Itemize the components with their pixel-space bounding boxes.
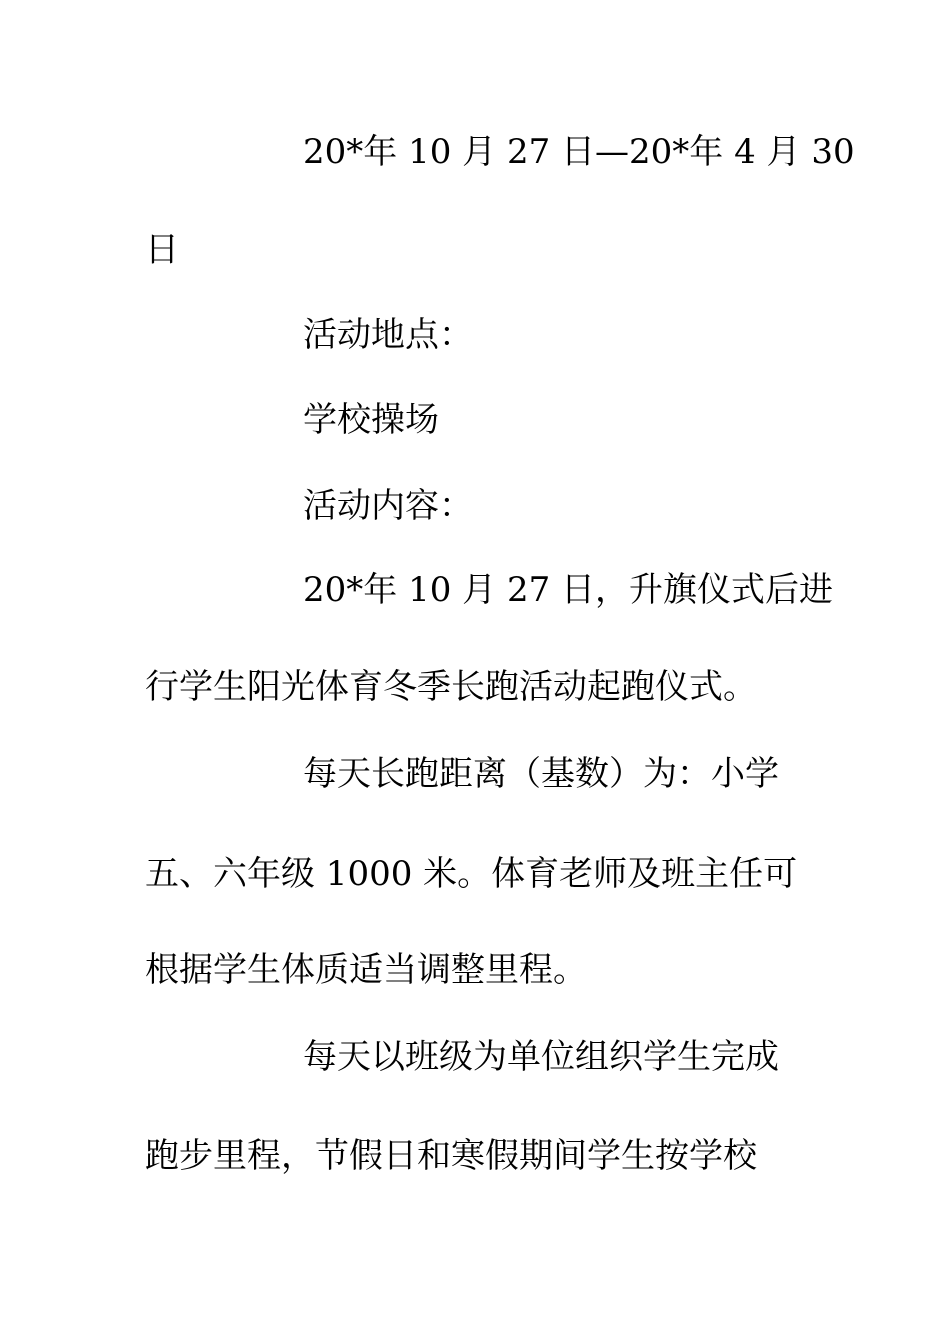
paragraph-line: 每天以班级为单位组织学生完成	[303, 1037, 779, 1077]
paragraph-line: 20*年 10 月 27 日，升旗仪式后进	[303, 570, 834, 610]
activity-content-heading: 活动内容：	[303, 486, 473, 526]
paragraph-line: 每天长跑距离（基数）为：小学	[303, 754, 779, 794]
activity-period-line: 20*年 10 月 27 日—20*年 4 月 30	[303, 132, 855, 172]
activity-location-text: 学校操场	[303, 400, 439, 440]
paragraph-line: 五、六年级 1000 米。体育老师及班主任可	[145, 854, 798, 894]
paragraph-line: 行学生阳光体育冬季长跑活动起跑仪式。	[145, 667, 757, 707]
paragraph-line: 跑步里程，节假日和寒假期间学生按学校	[145, 1136, 757, 1176]
paragraph-line: 根据学生体质适当调整里程。	[145, 950, 587, 990]
activity-location-heading: 活动地点：	[303, 315, 473, 355]
activity-period-line-continued: 日	[145, 230, 179, 270]
